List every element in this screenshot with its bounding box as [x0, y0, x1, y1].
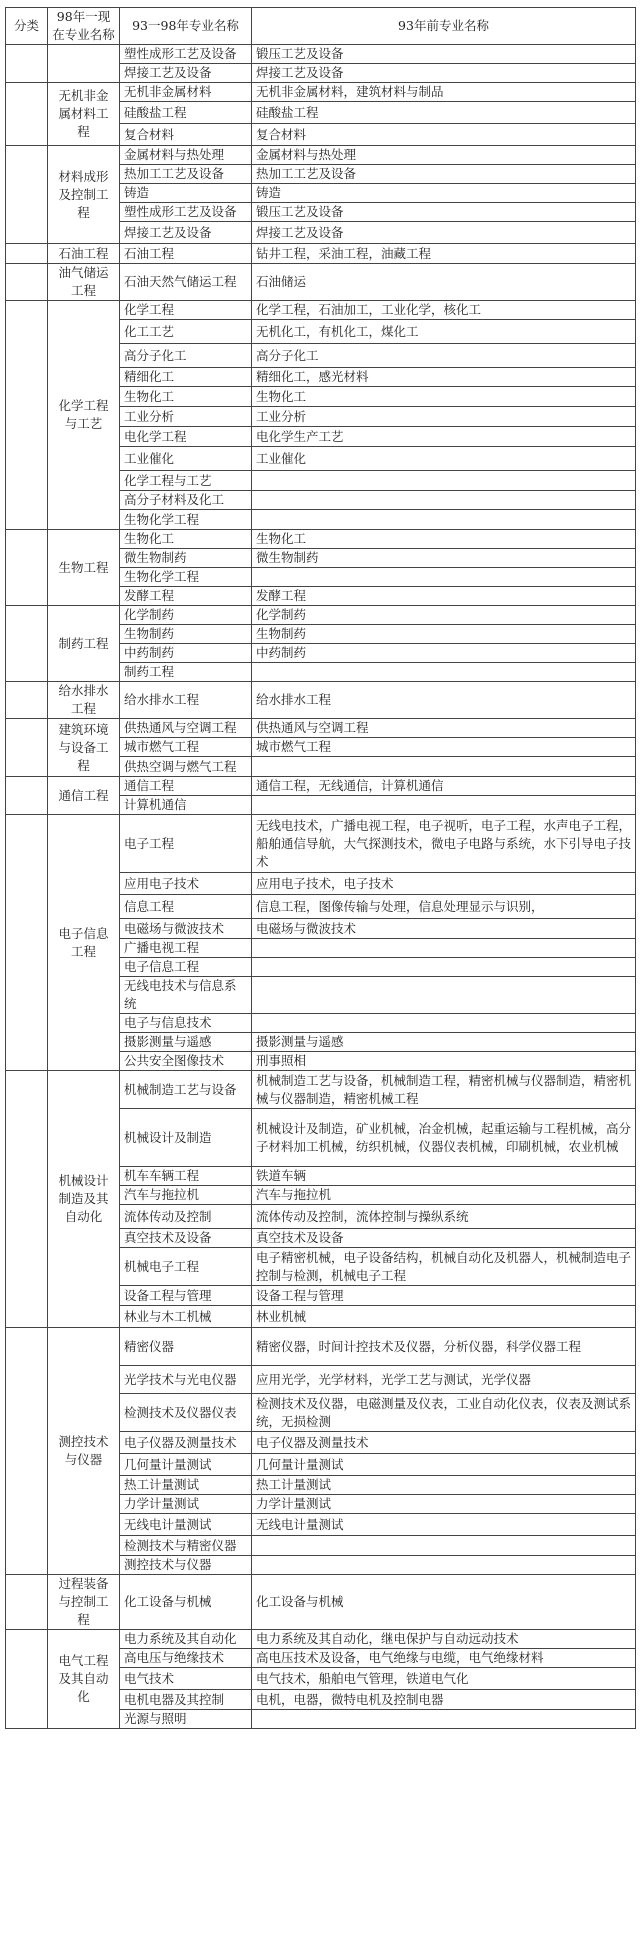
- current-major-name: 材料成形及控制工程: [48, 146, 120, 244]
- major-93-98-name: 复合材料: [120, 124, 252, 146]
- current-major-name: 测控技术与仪器: [48, 1328, 120, 1575]
- table-row: [6, 45, 636, 64]
- current-major-name: 生物工程: [48, 530, 120, 606]
- major-93-98-name: 生物化学工程: [120, 568, 252, 587]
- major-pre-93-name: 复合材料: [252, 124, 636, 146]
- major-pre-93-name: 几何量计量测试: [252, 1454, 636, 1476]
- category-cell: [6, 606, 48, 682]
- major-pre-93-name: 钻井工程，采油工程，油藏工程: [252, 244, 636, 264]
- major-pre-93-name: 热工计量测试: [252, 1476, 636, 1495]
- category-cell: [6, 777, 48, 815]
- major-pre-93-name: [252, 1014, 636, 1033]
- major-pre-93-name: 化学工程，石油加工，工业化学，核化工: [252, 301, 636, 320]
- major-93-98-name: 化学工程与工艺: [120, 471, 252, 491]
- major-pre-93-name: 电化学生产工艺: [252, 427, 636, 447]
- major-93-98-name: 汽车与拖拉机: [120, 1186, 252, 1205]
- major-pre-93-name: [252, 977, 636, 1014]
- major-mapping-table: [5, 7, 636, 1729]
- major-pre-93-name: 高电压技术及设备，电气绝缘与电缆，电气绝缘材料: [252, 1649, 636, 1668]
- major-pre-93-name: [252, 510, 636, 530]
- category-cell: [6, 301, 48, 530]
- table-row: [6, 815, 636, 873]
- major-pre-93-name: 锻压工艺及设备: [252, 45, 636, 64]
- major-pre-93-name: 机械制造工艺与设备，机械制造工程，精密机械与仪器制造，精密机械与仪器制造，精密机械工程: [252, 1071, 636, 1109]
- major-pre-93-name: 通信工程，无线通信，计算机通信: [252, 777, 636, 796]
- major-93-98-name: 光学技术与光电仪器: [120, 1366, 252, 1394]
- current-major-name: 制药工程: [48, 606, 120, 682]
- current-major-name: 石油工程: [48, 244, 120, 264]
- major-93-98-name: 电力系统及其自动化: [120, 1630, 252, 1649]
- table-row: [6, 244, 636, 264]
- header-row: [6, 8, 636, 45]
- major-pre-93-name: 检测技术及仪器，电磁测量及仪表，工业自动化仪表，仪表及测试系统，无损检测: [252, 1394, 636, 1432]
- major-pre-93-name: [252, 663, 636, 682]
- major-93-98-name: 石油天然气储运工程: [120, 264, 252, 301]
- table-row: [6, 682, 636, 719]
- category-cell: [6, 719, 48, 777]
- category-cell: [6, 530, 48, 606]
- major-93-98-name: 应用电子技术: [120, 873, 252, 895]
- major-pre-93-name: 林业机械: [252, 1306, 636, 1328]
- major-93-98-name: 通信工程: [120, 777, 252, 796]
- major-93-98-name: 无线电计量测试: [120, 1514, 252, 1536]
- header-category: 分类: [6, 8, 48, 45]
- major-pre-93-name: 化学制药: [252, 606, 636, 625]
- major-93-98-name: 几何量计量测试: [120, 1454, 252, 1476]
- major-93-98-name: 电子工程: [120, 815, 252, 873]
- major-93-98-name: 电气技术: [120, 1668, 252, 1690]
- current-major-name: 建筑环境与设备工程: [48, 719, 120, 777]
- major-93-98-name: 生物化工: [120, 387, 252, 407]
- major-93-98-name: 无机非金属材料: [120, 83, 252, 102]
- major-pre-93-name: 铸造: [252, 184, 636, 203]
- major-93-98-name: 工业催化: [120, 447, 252, 471]
- major-93-98-name: 塑性成形工艺及设备: [120, 45, 252, 64]
- major-pre-93-name: 刑事照相: [252, 1052, 636, 1071]
- table-row: [6, 1071, 636, 1109]
- major-pre-93-name: [252, 958, 636, 977]
- major-93-98-name: 石油工程: [120, 244, 252, 264]
- major-93-98-name: 焊接工艺及设备: [120, 64, 252, 83]
- category-cell: [6, 264, 48, 301]
- table-row: [6, 264, 636, 301]
- category-cell: [6, 1071, 48, 1328]
- major-93-98-name: 中药制药: [120, 644, 252, 663]
- major-93-98-name: 生物制药: [120, 625, 252, 644]
- major-93-98-name: 设备工程与管理: [120, 1286, 252, 1306]
- major-pre-93-name: 金属材料与热处理: [252, 146, 636, 165]
- major-pre-93-name: 摄影测量与遥感: [252, 1033, 636, 1052]
- major-93-98-name: 机械设计及制造: [120, 1109, 252, 1167]
- major-93-98-name: 生物化学工程: [120, 510, 252, 530]
- major-pre-93-name: 电力系统及其自动化，继电保护与自动远动技术: [252, 1630, 636, 1649]
- major-93-98-name: 高电压与绝缘技术: [120, 1649, 252, 1668]
- major-93-98-name: 塑性成形工艺及设备: [120, 203, 252, 222]
- table-row: [6, 777, 636, 796]
- major-93-98-name: 精密仪器: [120, 1328, 252, 1366]
- table-row: [6, 1630, 636, 1649]
- major-93-98-name: 供热空调与燃气工程: [120, 757, 252, 777]
- current-major-name: 过程装备与控制工程: [48, 1575, 120, 1630]
- major-pre-93-name: 中药制药: [252, 644, 636, 663]
- current-major-name: 无机非金属材料工程: [48, 83, 120, 146]
- current-major-name: 油气储运工程: [48, 264, 120, 301]
- current-major-name: 给水排水工程: [48, 682, 120, 719]
- category-cell: [6, 1328, 48, 1575]
- major-93-98-name: 林业与木工机械: [120, 1306, 252, 1328]
- major-pre-93-name: 给水排水工程: [252, 682, 636, 719]
- category-cell: [6, 1575, 48, 1630]
- major-pre-93-name: 应用电子技术，电子技术: [252, 873, 636, 895]
- current-major-name: 电气工程及其自动化: [48, 1630, 120, 1729]
- current-major-name: 化学工程与工艺: [48, 301, 120, 530]
- major-93-98-name: 城市燃气工程: [120, 738, 252, 757]
- major-pre-93-name: 工业催化: [252, 447, 636, 471]
- table-row: [6, 146, 636, 165]
- major-93-98-name: 电机电器及其控制: [120, 1690, 252, 1710]
- major-93-98-name: 热加工工艺及设备: [120, 165, 252, 184]
- major-pre-93-name: 高分子化工: [252, 344, 636, 368]
- major-93-98-name: 电子仪器及测量技术: [120, 1432, 252, 1454]
- major-93-98-name: 电子信息工程: [120, 958, 252, 977]
- major-pre-93-name: 热加工工艺及设备: [252, 165, 636, 184]
- current-major-name: 机械设计制造及其自动化: [48, 1071, 120, 1328]
- major-93-98-name: 检测技术与精密仪器: [120, 1536, 252, 1556]
- major-pre-93-name: [252, 1556, 636, 1575]
- header-pre-93-name: 93年前专业名称: [252, 8, 636, 45]
- category-cell: [6, 146, 48, 244]
- current-major-name: [48, 45, 120, 83]
- major-93-98-name: 摄影测量与遥感: [120, 1033, 252, 1052]
- major-pre-93-name: 硅酸盐工程: [252, 102, 636, 124]
- major-93-98-name: 制药工程: [120, 663, 252, 682]
- table-row: [6, 83, 636, 102]
- major-93-98-name: 流体传动及控制: [120, 1205, 252, 1229]
- major-pre-93-name: 电机，电器，微特电机及控制电器: [252, 1690, 636, 1710]
- major-pre-93-name: 城市燃气工程: [252, 738, 636, 757]
- category-cell: [6, 1630, 48, 1729]
- major-pre-93-name: 铁道车辆: [252, 1167, 636, 1186]
- major-93-98-name: 供热通风与空调工程: [120, 719, 252, 738]
- major-pre-93-name: [252, 1710, 636, 1729]
- major-pre-93-name: 电磁场与微波技术: [252, 919, 636, 939]
- major-pre-93-name: 工业分析: [252, 407, 636, 427]
- category-cell: [6, 682, 48, 719]
- major-93-98-name: 力学计量测试: [120, 1495, 252, 1514]
- major-pre-93-name: 真空技术及设备: [252, 1229, 636, 1248]
- major-pre-93-name: 应用光学，光学材料，光学工艺与测试，光学仪器: [252, 1366, 636, 1394]
- major-93-98-name: 高分子材料及化工: [120, 491, 252, 510]
- table-row: [6, 1575, 636, 1630]
- major-93-98-name: 高分子化工: [120, 344, 252, 368]
- major-93-98-name: 计算机通信: [120, 796, 252, 815]
- major-pre-93-name: 无线电计量测试: [252, 1514, 636, 1536]
- major-93-98-name: 铸造: [120, 184, 252, 203]
- major-pre-93-name: [252, 757, 636, 777]
- major-pre-93-name: 精密仪器，时间计控技术及仪器，分析仪器，科学仪器工程: [252, 1328, 636, 1366]
- major-93-98-name: 微生物制药: [120, 549, 252, 568]
- current-major-name: 电子信息工程: [48, 815, 120, 1071]
- major-93-98-name: 发酵工程: [120, 587, 252, 606]
- major-93-98-name: 检测技术及仪器仪表: [120, 1394, 252, 1432]
- major-93-98-name: 广播电视工程: [120, 939, 252, 958]
- major-93-98-name: 化学工程: [120, 301, 252, 320]
- major-pre-93-name: [252, 1536, 636, 1556]
- major-pre-93-name: 机械设计及制造，矿业机械，冶金机械，起重运输与工程机械，高分子材料加工机械，纺织机械，仪器仪表机械，印刷机械，农业机械: [252, 1109, 636, 1167]
- major-pre-93-name: 焊接工艺及设备: [252, 64, 636, 83]
- category-cell: [6, 83, 48, 146]
- category-cell: [6, 815, 48, 1071]
- header-93-98-name: 93一98年专业名称: [120, 8, 252, 45]
- major-93-98-name: 光源与照明: [120, 1710, 252, 1729]
- major-pre-93-name: 生物制药: [252, 625, 636, 644]
- table-row: [6, 719, 636, 738]
- table-row: [6, 606, 636, 625]
- major-93-98-name: 工业分析: [120, 407, 252, 427]
- major-93-98-name: 金属材料与热处理: [120, 146, 252, 165]
- major-pre-93-name: 无机非金属材料，建筑材料与制品: [252, 83, 636, 102]
- major-pre-93-name: 无线电技术，广播电视工程，电子视听，电子工程，水声电子工程，船舶通信导航，大气探测技术，微电子电路与系统，水下引导电子技术: [252, 815, 636, 873]
- major-pre-93-name: 设备工程与管理: [252, 1286, 636, 1306]
- major-93-98-name: 精细化工: [120, 368, 252, 387]
- category-cell: [6, 45, 48, 83]
- major-93-98-name: 机械制造工艺与设备: [120, 1071, 252, 1109]
- major-pre-93-name: 精细化工，感光材料: [252, 368, 636, 387]
- major-93-98-name: 无线电技术与信息系统: [120, 977, 252, 1014]
- major-93-98-name: 信息工程: [120, 895, 252, 919]
- major-pre-93-name: 无机化工，有机化工，煤化工: [252, 320, 636, 344]
- major-93-98-name: 焊接工艺及设备: [120, 222, 252, 244]
- table-row: [6, 301, 636, 320]
- major-93-98-name: 给水排水工程: [120, 682, 252, 719]
- major-93-98-name: 电子与信息技术: [120, 1014, 252, 1033]
- table-row: [6, 530, 636, 549]
- major-pre-93-name: [252, 796, 636, 815]
- current-major-name: 通信工程: [48, 777, 120, 815]
- major-pre-93-name: 流体传动及控制，流体控制与操纵系统: [252, 1205, 636, 1229]
- major-93-98-name: 化学制药: [120, 606, 252, 625]
- major-pre-93-name: 焊接工艺及设备: [252, 222, 636, 244]
- major-93-98-name: 机车车辆工程: [120, 1167, 252, 1186]
- major-pre-93-name: 电子仪器及测量技术: [252, 1432, 636, 1454]
- major-pre-93-name: [252, 491, 636, 510]
- major-pre-93-name: 信息工程，图像传输与处理，信息处理显示与识别，: [252, 895, 636, 919]
- major-pre-93-name: 石油储运: [252, 264, 636, 301]
- major-93-98-name: 机械电子工程: [120, 1248, 252, 1286]
- category-cell: [6, 244, 48, 264]
- major-pre-93-name: 发酵工程: [252, 587, 636, 606]
- major-pre-93-name: 力学计量测试: [252, 1495, 636, 1514]
- major-pre-93-name: 供热通风与空调工程: [252, 719, 636, 738]
- major-93-98-name: 真空技术及设备: [120, 1229, 252, 1248]
- major-93-98-name: 化工设备与机械: [120, 1575, 252, 1630]
- major-pre-93-name: 电子精密机械，电子设备结构，机械自动化及机器人，机械制造电子控制与检测，机械电子工程: [252, 1248, 636, 1286]
- major-93-98-name: 电化学工程: [120, 427, 252, 447]
- major-pre-93-name: 汽车与拖拉机: [252, 1186, 636, 1205]
- major-93-98-name: 电磁场与微波技术: [120, 919, 252, 939]
- major-93-98-name: 生物化工: [120, 530, 252, 549]
- major-93-98-name: 硅酸盐工程: [120, 102, 252, 124]
- table-body: [6, 45, 636, 1729]
- major-pre-93-name: [252, 471, 636, 491]
- header-current-name: 98年一现在专业名称: [48, 8, 120, 45]
- major-93-98-name: 热工计量测试: [120, 1476, 252, 1495]
- major-93-98-name: 测控技术与仪器: [120, 1556, 252, 1575]
- major-pre-93-name: 生物化工: [252, 387, 636, 407]
- major-93-98-name: 公共安全图像技术: [120, 1052, 252, 1071]
- major-93-98-name: 化工工艺: [120, 320, 252, 344]
- major-pre-93-name: 锻压工艺及设备: [252, 203, 636, 222]
- table-row: [6, 1328, 636, 1366]
- major-pre-93-name: 化工设备与机械: [252, 1575, 636, 1630]
- major-pre-93-name: [252, 939, 636, 958]
- major-pre-93-name: 生物化工: [252, 530, 636, 549]
- major-pre-93-name: 电气技术，船舶电气管理，铁道电气化: [252, 1668, 636, 1690]
- major-pre-93-name: [252, 568, 636, 587]
- major-pre-93-name: 微生物制药: [252, 549, 636, 568]
